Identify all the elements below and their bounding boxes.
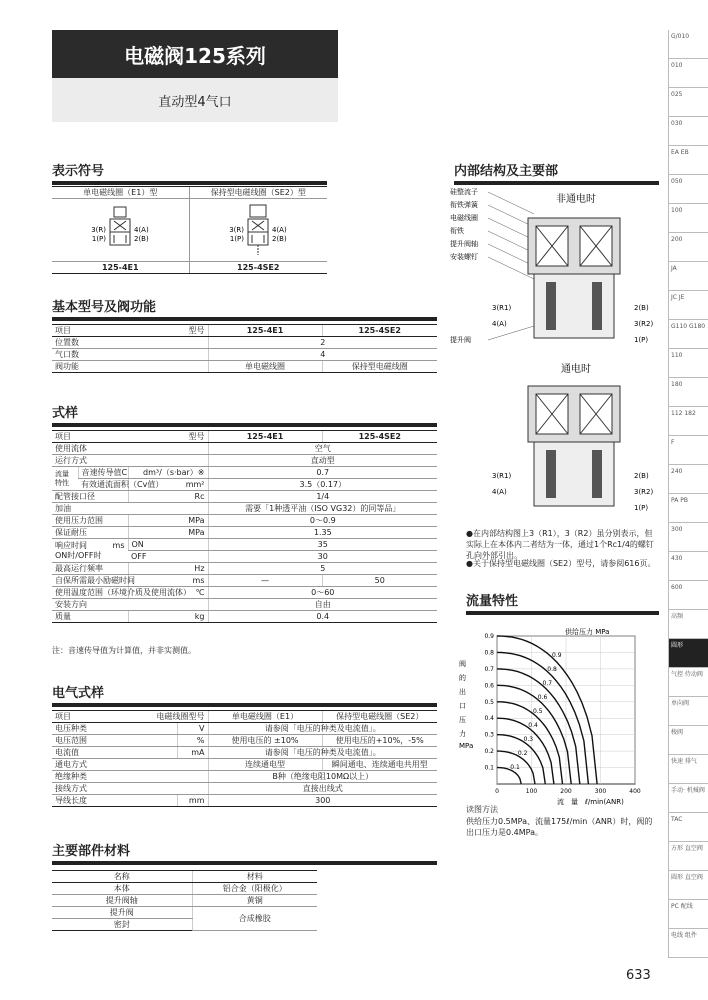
spec-unit: kg xyxy=(128,611,208,623)
side-tab[interactable]: 025 xyxy=(668,88,708,117)
spec-value: 3.5（0.17） xyxy=(208,479,437,491)
spec-label: 加油 xyxy=(52,503,208,515)
page-subtitle: 直动型4气口 xyxy=(52,78,338,122)
elec-unit: % xyxy=(177,735,208,747)
basic-row-label: 阀功能 xyxy=(52,361,208,373)
flow-read-text: 供给压力0.5MPa、流量175ℓ/min（ANR）时，阀的出口压力是0.4MPa。 xyxy=(466,817,653,837)
leader-line xyxy=(488,205,534,227)
elec-value: 使用电压的 ±10% xyxy=(208,735,322,747)
spec-unit: MPa xyxy=(128,515,208,527)
flow-yunit: MPa xyxy=(459,742,474,750)
side-tab[interactable]: 300 xyxy=(668,523,708,552)
internal-note-1: ●在内部结构图上3（R1），3（R2）虽分别表示，但实际上在本体内二者结为一体，通过1个Rc1/4的螺钉孔向外部引出。 xyxy=(466,529,654,560)
internal-heading: 内部结构及主要部 xyxy=(454,160,659,185)
side-tab[interactable]: 050 xyxy=(668,175,708,204)
elec-col1: 单电磁线圈（E1） xyxy=(208,711,322,723)
leader-line xyxy=(488,326,534,340)
spec-unit: ms xyxy=(128,575,208,587)
spec-unit: dm³/（s·bar）※ xyxy=(128,467,208,479)
material-name: 提升阀轴 xyxy=(52,895,192,907)
y-axis-label-char: 阀 xyxy=(459,660,466,668)
port-label: 1(P) xyxy=(634,504,649,512)
side-tab[interactable]: G110 G180 xyxy=(668,320,708,349)
port-label: 4(A) xyxy=(492,488,507,496)
port-label: 2(B) xyxy=(634,304,649,312)
spec-value: 直动型 xyxy=(208,455,437,467)
material-name: 提升阀 xyxy=(52,907,192,919)
elec-value: 瞬间通电、连续通电共用型 xyxy=(322,759,437,771)
side-tab[interactable]: EA EB xyxy=(668,146,708,175)
elec-value: 连续通电型 xyxy=(208,759,322,771)
spec-unit: ON xyxy=(128,539,208,551)
spec-label: 最高运行频率 xyxy=(52,563,128,575)
spec-value: 1/4 xyxy=(208,491,437,503)
side-tab[interactable]: 112 182 xyxy=(668,407,708,436)
spec-label: 质量 xyxy=(52,611,128,623)
side-tab[interactable]: 100 xyxy=(668,204,708,233)
curve-label: 0.2 xyxy=(517,750,528,758)
material-name: 密封 xyxy=(52,919,192,931)
material-heading: 主要部件材料 xyxy=(52,840,437,865)
symbol-col-se2 xyxy=(190,187,328,273)
part-label: 衔铁 xyxy=(450,227,464,235)
symbols-box xyxy=(52,186,327,274)
basic-row-label: 气口数 xyxy=(52,349,208,361)
spec-label: 使用流体 xyxy=(52,443,208,455)
leader-line xyxy=(488,244,534,266)
side-tab[interactable]: 方形 直空阀 xyxy=(668,842,708,871)
side-tab[interactable]: JA xyxy=(668,262,708,291)
internal-note-2: ●关于保持型电磁线圈（SE2）型号，请参阅616页。 xyxy=(466,559,656,568)
part-label: 安装螺钉 xyxy=(450,253,478,261)
leader-line xyxy=(488,257,534,279)
material-hdr-mat: 材料 xyxy=(192,871,317,883)
port-label: 3(R1) xyxy=(492,472,512,480)
side-tab[interactable]: 200 xyxy=(668,233,708,262)
side-tab[interactable]: 电线 组件 xyxy=(668,929,708,958)
state-off-label: 非通电时 xyxy=(556,194,596,205)
curve-label: 0.9 xyxy=(552,652,562,660)
side-tab[interactable]: 110 xyxy=(668,349,708,378)
symbol-col1-header: 单电磁线圈（E1）型 xyxy=(52,187,189,199)
spec-value: 5 xyxy=(208,563,437,575)
side-tab[interactable]: 单向阀 xyxy=(668,697,708,726)
page-title: 电磁阀125系列 xyxy=(52,30,338,78)
x-tick-label: 400 xyxy=(629,788,641,795)
symbol-col-e1 xyxy=(52,187,190,273)
part-label: 衔铁弹簧 xyxy=(450,201,478,209)
spec-unit: Rc xyxy=(128,491,208,503)
port-label: 3(R2) xyxy=(634,488,654,496)
spec-value: 0～0.9 xyxy=(208,515,437,527)
page-number: 633 xyxy=(626,968,651,983)
spec-value: 空气 xyxy=(208,443,437,455)
flow-heading: 流量特性 xyxy=(466,590,659,615)
side-tab[interactable]: JC JE xyxy=(668,291,708,320)
y-axis-label-char: 压 xyxy=(459,716,466,724)
spec-value: 需要「1种透平油（ISO VG32）的同等品」 xyxy=(208,503,437,515)
symbol-col2-header: 保持型电磁线圈（SE2）型 xyxy=(190,187,328,199)
spec-unit: ℃ xyxy=(128,587,208,599)
material-name: 本体 xyxy=(52,883,192,895)
spec-label: 自保所需最小励磁时间 xyxy=(52,575,128,587)
y-tick-label: 0.2 xyxy=(484,748,494,756)
elec-table xyxy=(52,710,437,807)
spec-value: 自由 xyxy=(208,599,437,611)
flow-curve xyxy=(497,735,545,784)
port-label: 4(A) xyxy=(492,320,507,328)
elec-col2: 保持型电磁线圈（SE2） xyxy=(322,711,437,723)
elec-heading: 电气式样 xyxy=(52,682,437,707)
y-tick-label: 0.6 xyxy=(484,682,494,690)
y-axis-label-char: 出 xyxy=(459,688,466,696)
port-label: 2(B) xyxy=(634,472,649,480)
spec-note: 注：音速传导值为计算值，并非实测值。 xyxy=(52,646,196,655)
sym1-port-b: 2(B) xyxy=(134,235,149,243)
elec-label: 电压种类 xyxy=(52,723,177,735)
spec-label: 流量特性 xyxy=(52,467,78,491)
side-tab[interactable]: 180 xyxy=(668,378,708,407)
y-axis-label-char: 的 xyxy=(459,674,466,682)
side-tab[interactable]: 240 xyxy=(668,465,708,494)
part-label: 提升阀轴 xyxy=(450,240,478,248)
side-tab[interactable]: 430 xyxy=(668,552,708,581)
material-hdr-name: 名称 xyxy=(52,871,192,883)
flow-chart xyxy=(455,624,660,806)
side-tab[interactable]: G/010 xyxy=(668,30,708,59)
side-tab[interactable]: 600 xyxy=(668,581,708,610)
material-value: 铝合金（阳极化） xyxy=(192,883,317,895)
elec-label: 导线长度 xyxy=(52,795,177,807)
curve-label: 0.3 xyxy=(523,736,534,744)
port-label: 3(R1) xyxy=(492,304,512,312)
basic-col2: 125-4SE2 xyxy=(322,325,437,337)
spec-unit: MPa xyxy=(128,527,208,539)
spec-unit: mm² xyxy=(128,479,208,491)
sym1-port-r: 3(R) xyxy=(91,226,106,234)
basic-row-value: 2 xyxy=(208,337,437,349)
flow-legend: 供给压力 MPa xyxy=(565,628,610,636)
sym1-port-p: 1(P) xyxy=(91,235,106,243)
port-label: 1(P) xyxy=(634,336,649,344)
spec-value: 35 xyxy=(208,539,437,551)
y-tick-label: 0.1 xyxy=(484,764,494,772)
sym1-port-a: 4(A) xyxy=(134,226,149,234)
x-tick-label: 0 xyxy=(495,788,499,795)
elec-label: 通电方式 xyxy=(52,759,208,771)
y-tick-label: 0.3 xyxy=(484,731,494,739)
elec-value: 直接出线式 xyxy=(208,783,437,795)
basic-row-label: 位置数 xyxy=(52,337,208,349)
valve-symbol-se2 xyxy=(190,199,327,261)
spec-label: 配管接口径 xyxy=(52,491,128,503)
side-tab[interactable]: 圆形 直空阀 xyxy=(668,871,708,900)
side-tab[interactable]: 快速 排气 xyxy=(668,755,708,784)
port-label: 3(R2) xyxy=(634,320,654,328)
spec-value: — xyxy=(208,575,322,587)
elec-label: 电流值 xyxy=(52,747,177,759)
basic-func1: 单电磁线圈 xyxy=(208,361,322,373)
curve-label: 0.6 xyxy=(537,694,548,702)
spec-label: 安装方向 xyxy=(52,599,208,611)
basic-table xyxy=(52,324,437,373)
y-tick-label: 0.8 xyxy=(484,649,494,657)
symbols-heading: 表示符号 xyxy=(52,160,327,185)
basic-hdr-cell: 项目 型号 xyxy=(52,325,208,337)
basic-row-value: 4 xyxy=(208,349,437,361)
spec-col2: 125-4SE2 xyxy=(322,431,437,443)
y-tick-label: 0.9 xyxy=(484,633,494,640)
spec-col1: 125-4E1 xyxy=(208,431,322,443)
basic-col1: 125-4E1 xyxy=(208,325,322,337)
side-tab[interactable]: F xyxy=(668,436,708,465)
elec-value: B种（绝缘电阻10MΩ以上） xyxy=(208,771,437,783)
state-on-label: 通电时 xyxy=(561,364,591,375)
elec-unit: V xyxy=(177,723,208,735)
y-axis-label-char: 口 xyxy=(459,702,466,710)
side-tab[interactable]: 010 xyxy=(668,59,708,88)
valve-symbol-e1 xyxy=(52,199,189,261)
elec-value: 请参阅「电压的种类及电流值」。 xyxy=(208,747,437,759)
elec-value: 请参阅「电压的种类及电流值」。 xyxy=(208,723,437,735)
side-tab[interactable]: PC 配线 xyxy=(668,900,708,929)
side-tab[interactable]: TAC xyxy=(668,813,708,842)
spec-unit: Hz xyxy=(128,563,208,575)
elec-label: 电压范围 xyxy=(52,735,177,747)
sym2-port-p: 1(P) xyxy=(229,235,244,243)
side-tab[interactable]: PA PB xyxy=(668,494,708,523)
x-tick-label: 300 xyxy=(594,788,607,795)
spec-value: 50 xyxy=(322,575,437,587)
spec-hdr-cell: 项目 型号 xyxy=(52,431,208,443)
spec-table xyxy=(52,430,437,623)
spec-label: 音速传导值C xyxy=(78,467,128,479)
spec-label: 使用温度范围（环境介质及使用流体） xyxy=(52,587,128,599)
material-table xyxy=(52,870,317,931)
flow-xlabel: 流 量 ℓ/min(ANR) xyxy=(557,798,624,806)
elec-unit: mA xyxy=(177,747,208,759)
spec-heading: 式样 xyxy=(52,402,437,427)
y-tick-label: 0.5 xyxy=(484,698,494,706)
spec-label: 有效通流面积（Cv值） xyxy=(78,479,128,491)
sym2-port-r: 3(R) xyxy=(228,226,244,234)
side-tab[interactable]: 圆形 xyxy=(668,639,708,668)
spec-label: 运行方式 xyxy=(52,455,208,467)
side-tab[interactable]: 梭阀 xyxy=(668,726,708,755)
spec-value: 30 xyxy=(208,551,437,563)
curve-label: 0.8 xyxy=(547,666,557,674)
elec-label: 接线方式 xyxy=(52,783,208,795)
y-axis-label-char: 力 xyxy=(459,730,466,738)
flow-read-label: 读图方法 xyxy=(466,805,498,814)
spec-value: 0.7 xyxy=(208,467,437,479)
sym2-port-a: 4(A) xyxy=(271,226,287,234)
elec-value: 使用电压的+10%，-5% xyxy=(322,735,437,747)
leader-line xyxy=(488,192,534,214)
spec-resp-label: 响应时间 ms ON时/OFF时 xyxy=(52,539,128,563)
x-tick-label: 200 xyxy=(560,788,572,795)
leader-line xyxy=(488,231,534,253)
leader-line xyxy=(488,218,534,240)
material-value: 黄铜 xyxy=(192,895,317,907)
elec-unit: mm xyxy=(177,795,208,807)
elec-hdr-cell: 项目 电磁线圈型号 xyxy=(52,711,208,723)
side-tab-bar xyxy=(668,30,708,970)
symbol-model-e1: 125-4E1 xyxy=(52,261,189,273)
spec-value: 1.35 xyxy=(208,527,437,539)
part-label: 电磁线圈 xyxy=(450,214,478,222)
curve-label: 0.5 xyxy=(533,708,543,716)
part-label: 提升阀 xyxy=(450,336,471,344)
curve-label: 0.4 xyxy=(528,722,538,730)
y-tick-label: 0.4 xyxy=(484,715,494,723)
side-tab[interactable]: 手动· 机械阀 xyxy=(668,784,708,813)
side-tab[interactable]: 气控 侍动阀 xyxy=(668,668,708,697)
spec-value: 0.4 xyxy=(208,611,437,623)
basic-heading: 基本型号及阀功能 xyxy=(52,296,437,321)
part-label: 硅整流子 xyxy=(450,188,478,196)
spec-label: 使用压力范围 xyxy=(52,515,128,527)
x-tick-label: 100 xyxy=(525,788,538,795)
spec-unit: OFF xyxy=(128,551,208,563)
curve-label: 0.1 xyxy=(510,764,520,772)
symbol-model-se2: 125-4SE2 xyxy=(190,261,328,273)
elec-label: 绝缘种类 xyxy=(52,771,208,783)
elec-value: 300 xyxy=(208,795,437,807)
side-tab[interactable]: 030 xyxy=(668,117,708,146)
spec-value: 0～60 xyxy=(208,587,437,599)
side-tab[interactable]: 高频 xyxy=(668,610,708,639)
sym2-port-b: 2(B) xyxy=(271,235,287,243)
material-value: 合成橡胶 xyxy=(192,907,317,931)
internal-structure-diagram xyxy=(448,186,660,522)
curve-label: 0.7 xyxy=(542,680,553,688)
basic-func2: 保持型电磁线圈 xyxy=(322,361,437,373)
spec-label: 保证耐压 xyxy=(52,527,128,539)
y-tick-label: 0.7 xyxy=(484,665,494,673)
